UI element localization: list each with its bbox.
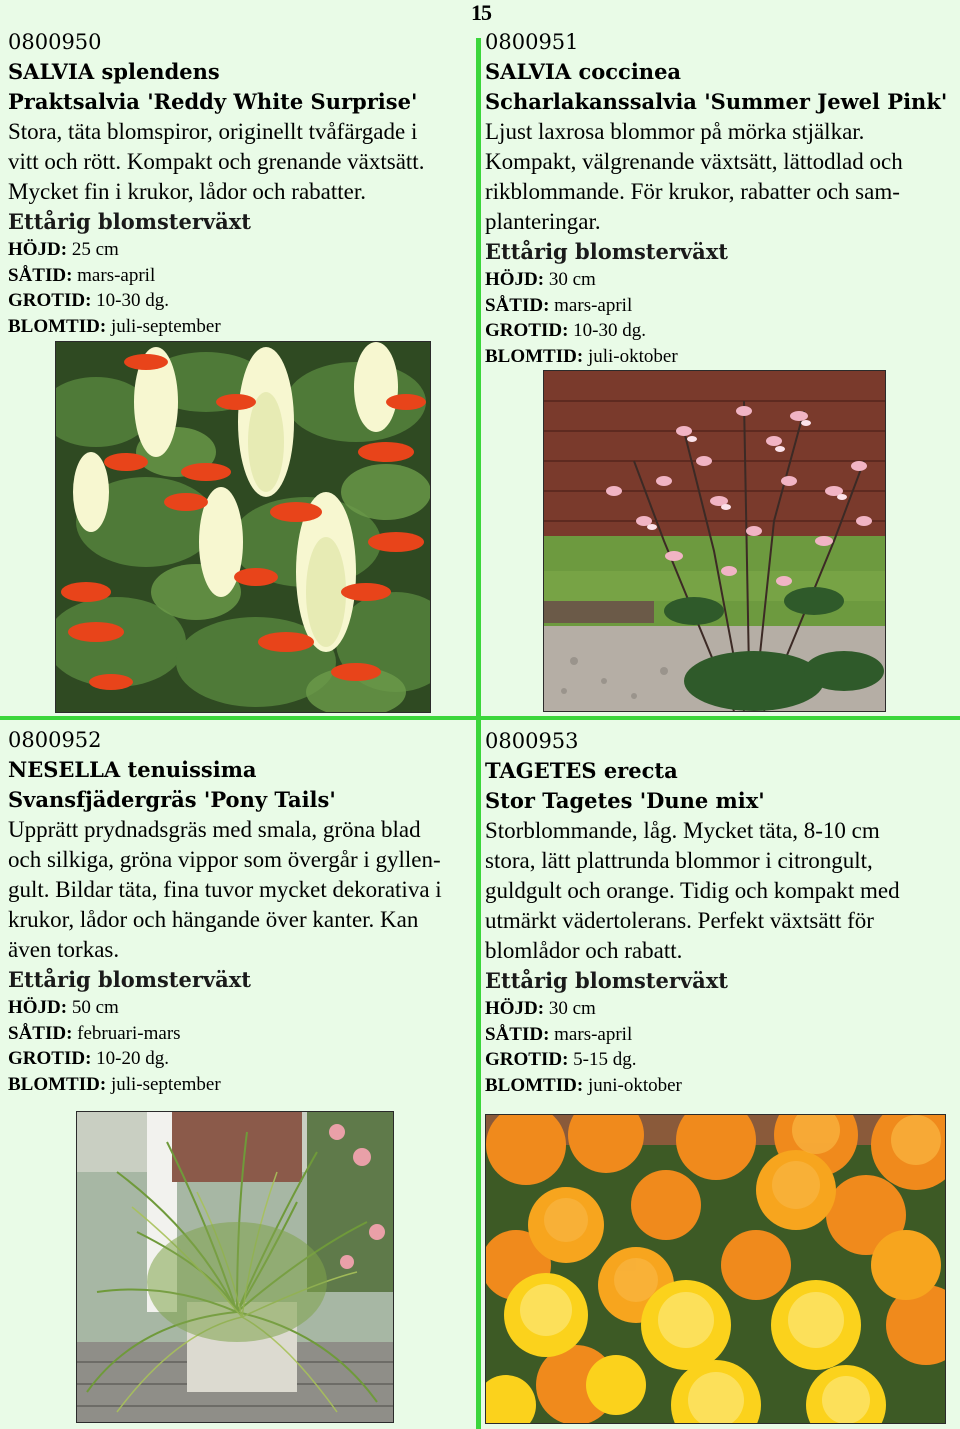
description-line: planteringar. [485, 209, 601, 234]
product-species: TAGETES erecta [485, 758, 678, 783]
plant-type: Ettårig blomsterväxt [8, 967, 251, 992]
product-name: Praktsalvia 'Reddy White Surprise' [8, 89, 418, 114]
vertical-divider [476, 38, 481, 1429]
description-line: gult. Bildar täta, fina tuvor mycket dekorativa i [8, 877, 442, 902]
plant-type: Ettårig blomsterväxt [485, 239, 728, 264]
spec-value: juli-september [110, 315, 221, 337]
spec-label: HÖJD: [8, 239, 68, 260]
description-line: Storblommande, låg. Mycket täta, 8-10 cm [485, 818, 880, 843]
spec-bloom [8, 314, 470, 340]
spec-label: BLOMTID: [485, 1074, 584, 1096]
description-line: utmärkt vädertolerans. Perfekt växtsätt för [485, 908, 874, 933]
product-entry-nesella-tenuissima [8, 725, 470, 1097]
spec-germination [8, 288, 470, 314]
spec-label: GROTID: [485, 320, 569, 341]
spec-label: BLOMTID: [8, 315, 107, 337]
description-line: stora, lätt plattrunda blommor i citrongult, [485, 848, 873, 873]
description-line: och silkiga, gröna vippor som övergår i gyllen- [8, 847, 441, 872]
description-line: Kompakt, välgrenande växtsätt, lättodlad och [485, 149, 903, 174]
photo-salvia-coccinea [543, 370, 886, 712]
horizontal-divider [0, 716, 960, 720]
product-entry-tagetes-erecta [485, 726, 955, 1098]
photo-salvia-splendens [55, 341, 431, 713]
product-code: 0800951 [485, 30, 579, 54]
description-line: blomlådor och rabatt. [485, 938, 683, 963]
product-code: 0800950 [8, 30, 102, 54]
product-code: 0800952 [8, 728, 102, 752]
photo-nesella-tenuissima [76, 1111, 394, 1423]
spec-label: SÅTID: [8, 1022, 73, 1044]
product-description [8, 815, 470, 965]
spec-value: 10-30 dg. [573, 320, 646, 341]
spec-label: BLOMTID: [485, 345, 584, 367]
spec-value: juli-oktober [587, 345, 678, 367]
product-entry-salvia-splendens [8, 27, 470, 339]
spec-bloom [8, 1072, 470, 1098]
spec-height [8, 995, 470, 1021]
product-entry-salvia-coccinea [485, 27, 955, 369]
spec-value: mars-april [554, 1023, 633, 1045]
spec-value: mars-april [554, 294, 633, 316]
spec-label: HÖJD: [485, 269, 545, 290]
description-line: Mycket fin i krukor, lådor och rabatter. [8, 179, 367, 204]
spec-sowing [8, 1021, 470, 1047]
spec-bloom [485, 1073, 955, 1099]
spec-label: HÖJD: [8, 997, 68, 1018]
product-species: SALVIA coccinea [485, 59, 682, 84]
product-description [485, 816, 955, 966]
spec-value: 30 cm [548, 998, 596, 1019]
page-number: 15 [471, 0, 491, 25]
product-code: 0800953 [485, 729, 579, 753]
spec-germination [485, 1047, 955, 1073]
product-name: Svansfjädergräs 'Pony Tails' [8, 787, 336, 812]
spec-value: juni-oktober [587, 1074, 682, 1096]
product-species: SALVIA splendens [8, 59, 220, 84]
spec-value: 5-15 dg. [573, 1049, 637, 1070]
spec-value: 10-30 dg. [96, 290, 169, 311]
spec-label: GROTID: [8, 290, 92, 311]
spec-height [485, 267, 955, 293]
spec-value: mars-april [77, 264, 156, 286]
spec-label: HÖJD: [485, 998, 545, 1019]
spec-height [485, 996, 955, 1022]
description-line: Stora, täta blomspiror, originellt tvåfärgade i [8, 119, 418, 144]
spec-sowing [8, 263, 470, 289]
spec-label: GROTID: [485, 1049, 569, 1070]
spec-value: 25 cm [71, 239, 119, 260]
product-name: Stor Tagetes 'Dune mix' [485, 788, 765, 813]
spec-bloom [485, 344, 955, 370]
description-line: krukor, lådor och hängande över kanter. Kan [8, 907, 419, 932]
spec-value: februari-mars [77, 1022, 181, 1044]
description-line: guldgult och orange. Tidig och kompakt med [485, 878, 900, 903]
spec-germination [8, 1046, 470, 1072]
product-description [8, 117, 470, 207]
spec-value: 10-20 dg. [96, 1048, 169, 1069]
product-species: NESELLA tenuissima [8, 757, 257, 782]
spec-value: juli-september [110, 1073, 221, 1095]
spec-value: 30 cm [548, 269, 596, 290]
spec-height [8, 237, 470, 263]
plant-type: Ettårig blomsterväxt [485, 968, 728, 993]
spec-label: GROTID: [8, 1048, 92, 1069]
spec-label: SÅTID: [485, 294, 550, 316]
description-line: vitt och rött. Kompakt och grenande växtsätt. [8, 149, 425, 174]
product-description [485, 117, 955, 237]
spec-label: SÅTID: [485, 1023, 550, 1045]
spec-sowing [485, 293, 955, 319]
product-name: Scharlakanssalvia 'Summer Jewel Pink' [485, 89, 948, 114]
description-line: Upprätt prydnadsgräs med smala, gröna blad [8, 817, 421, 842]
description-line: även torkas. [8, 937, 120, 962]
description-line: rikblommande. För krukor, rabatter och sam- [485, 179, 900, 204]
plant-type: Ettårig blomsterväxt [8, 209, 251, 234]
spec-value: 50 cm [71, 997, 119, 1018]
photo-tagetes-erecta [485, 1114, 946, 1424]
spec-label: BLOMTID: [8, 1073, 107, 1095]
description-line: Ljust laxrosa blommor på mörka stjälkar. [485, 119, 865, 144]
spec-sowing [485, 1022, 955, 1048]
spec-label: SÅTID: [8, 264, 73, 286]
spec-germination [485, 318, 955, 344]
